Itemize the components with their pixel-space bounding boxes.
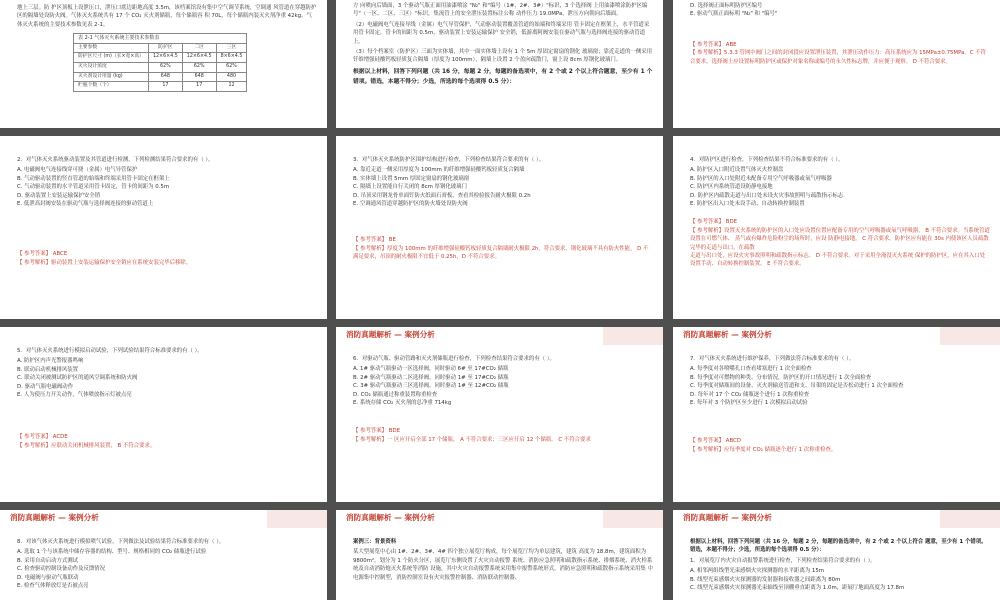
option-e: E. 每年对 3 个防护区至少进行 1 次模拟启动试验 [690, 400, 808, 407]
option-b: B. 联动启动机械排风装置 [17, 366, 79, 373]
option-a: A. 电磁阀电气连接线穿可挠（金属）电气导管保护 [17, 167, 138, 174]
option-a: A. 防护区内声光警报器鸣响 [17, 358, 84, 365]
option-b: B. 每季度对可燃物的种类、分布情况，防护区的开口情况进行 1 次全面检查 [690, 374, 872, 381]
option-a: A. 1# 驱动气瓶驱动一区选择阀，同时驱动 6# 至 17#CO₂ 储瓶 [353, 366, 509, 373]
slide-content [336, 0, 663, 128]
option-e: E. 系统存储 CO₂ 灭火剂的总净重 714kg [353, 400, 452, 407]
question-stem: 2．对气体灭火系统驱动装置及其管道进行检测，下列检测结果符合要求的有（ ）。 [17, 157, 214, 163]
option-d: D. 每年对 17 个 CO₂ 储瓶逐个进行 1 次称重检查 [690, 391, 810, 398]
option-b: B. 线型光束感烟火灾探测器的发射器和接收器之间距离为 80m [690, 576, 841, 583]
option-a: A. 每季度对各喷嘴孔口查看堵塞进行 1 次全面检查 [690, 366, 812, 373]
slide-content [673, 327, 1000, 502]
option-c: C. 气动驱动装置的水平管道采用管卡固定，管卡的间距为 0.5m [17, 184, 170, 191]
slide-thumbnail-9[interactable] [673, 327, 1000, 502]
slide-header: 消防真题解析 — 案例分析 [683, 330, 772, 339]
answer-block [690, 437, 990, 454]
option-c: C. 防护区内系统管道设防静电接地 [690, 184, 773, 191]
slide-content [0, 510, 327, 600]
option-c: C. 3# 驱动气瓶驱动三区选择阀，同时驱动 1# 至 12#CO₂ 储瓶 [353, 383, 509, 390]
slide-paragraph: （3）每个档案室（防护区）三面为实体墙，其中一面实体墙上设有 1 个 5m 厚固定窗扇的钢化 玻璃窗；靠近走道的一侧采用钎维增强硅酸钙板轻质复合隔墙（厚度为 100mm），隔墙上设置 2 个盈向疏散门，窗上设 8cm 厚钢化玻璃门。 [353, 49, 653, 64]
slide-thumbnail-4[interactable] [0, 136, 327, 319]
table-cell: 648 [182, 72, 216, 82]
slide-thumbnail-10[interactable] [0, 510, 327, 600]
answer-block [690, 41, 990, 66]
table-cell: 62% [148, 63, 182, 73]
answer-block [353, 427, 653, 444]
option-c: C. 线型光束感烟火灾探测器光束轴线至顶棚垂直距离为 1.0m，距展厅地面高度为 17.8m [690, 585, 905, 592]
slide-thumbnail-12[interactable] [673, 510, 1000, 600]
case-title: 案例三：背景资料 [353, 539, 397, 545]
table-header-cell: 三区 [216, 43, 247, 53]
slide-thumbnail-2[interactable] [336, 0, 663, 128]
slide-content [673, 510, 1000, 600]
answer-key: 【 参考答案】 BDE [353, 428, 401, 435]
option-c: C. 每季度对储瓶间的设备、灭火剂输送管道和支、吊架的固定是否松动进行 1 次全面检查 [690, 383, 904, 390]
case-background: 某大型展览中心由 1#、2#、3#、4# 四个独立展览厅构成，每个展览厅均为单层建筑，建筑 高度为 18.8m，建筑面积为 9800m²。划分为 1 个防火分区，展览厅东侧设置了火灾自动报警 系统、消防应急照明和疏散指示系统、排烟系统、消火栓系统及自动消防炮灭火系统等消防 设施，其中火灾自动报警系统采用集中报警系统形式，消防应急照明和疏散指示系统采用集 中电源集中控制型，消防控制室设有火灾报警控制器、消防联动控制器、 [353, 549, 653, 581]
slide-header: 消防真题解析 — 案例分析 [346, 330, 435, 339]
answer-key: 【 参考答案】 ABCD [690, 438, 741, 445]
option-a: A. 靠近走道一侧采用厚度为 100mm 的纤维增强硅酸钙板轻质复合隔墙 [353, 167, 525, 174]
option-d: D. CO₂ 储瓶通过称重装置称重检查 [353, 391, 438, 398]
option-e: E. 低泄高封阀安装在驱动气瓶与选择阀连接的驱动管道上 [17, 201, 154, 208]
table-cell: 灭火设计浓度 [74, 63, 149, 73]
slide-thumbnail-8[interactable] [336, 327, 663, 502]
table-row [74, 63, 247, 73]
slide-content [0, 136, 327, 319]
slide-content [673, 136, 1000, 319]
answer-key: 【 参考答案】 ACDE [17, 434, 68, 441]
slide-paragraph: 方 向喷向后墙面，3 个驱动气瓶正面用油漆喷涂 "N₂" 和"编号（1#、2#、3#）"标识，3 个选择阀 上用油漆喷涂防护区编号"（一区、二区、三区）"标识，集流管上的安全泄压装置标注公称 动作压力 19.0MPa，泄压方向朝向后墙面。 [353, 3, 648, 18]
question-stem: 7．对气体灭火系统进行维护保养，下列做法符合标准要求的有（ ）。 [690, 356, 855, 362]
answer-key: 【 参考答案】 BDE [690, 219, 738, 226]
answer-explanation: 【 参考解析】5.3.3 管网中阀门之间的封闭段应设置泄压装置，其泄压动作压力：高压系统应为 15MPa±0.75MPa。C 不符合要求，选择阀上应设置标明防护区或保护对象名称或编号的永久性标志牌，并应便于观察。 D 不符合要求。 [690, 50, 987, 65]
slide-paragraph: （2）电磁阀电气连接导线（金属）电气导管保护，气动驱动装置覆盖管道的始端和终端采用 管卡固定在框架上，水平管道采用管卡固定，管卡的间距为 0.5m，驱动装置上安装运输保护 安全销，低游离阿阀安装在驱动气瓶与选择阀连接的驱动管道上。 [353, 21, 650, 45]
table-cell: 防护区尺寸 (m)（长×宽×高） [74, 53, 149, 63]
answer-key: 【 参考答案】 BE [353, 237, 396, 244]
question-stem: 8．对该气体灭火系统进行模拟喷气试验，下列做法及试验结果符合标准要求的有（ ）。 [17, 539, 225, 545]
parameter-table [73, 33, 247, 92]
option-a: A. 选取 1 个与该系统中储存容器的结构、型号、规格相同的 CO₂ 储瓶进行试验 [17, 549, 207, 556]
table-cell: 8×6×4.5 [216, 53, 247, 63]
option-d: D. 防护区内疏散走道与出口处未设火灾事故照明与疏散指示标志 [690, 192, 844, 199]
table-header-cell: 防护区 [148, 43, 182, 53]
option-a: A. 相邻两组线型光束感烟火灾探测器的水平距离为 15m [690, 568, 825, 575]
slide-content [336, 136, 663, 319]
slide-content [0, 0, 327, 128]
table-cell: 12×6×4.5 [148, 53, 182, 63]
slide-paragraph: 地上三层。防 护区顶板上设泄压口，泄压口底边距地高度 3.5m，该档案馆设有集中空气调节系统，空调通 风管道在穿越防护区的隔墙处设防火阀。气体灭火系统共有 17 个 CO₂ 灭火剂储瓶，每个储瓶容 积 70L，每个储瓶内装灭火剂净重 42kg，气体灭火系统的主要技术参数见表 2-1。 [17, 5, 317, 28]
option-d: D. 吊顶采用钢龙骨单面钉防火纸面石膏板，查看其检验报告耐火极限 0.2h [353, 192, 531, 199]
option-d: D. 选择阀正面标明防护区编号 [690, 3, 763, 9]
table-row [74, 72, 247, 82]
table-row [74, 82, 247, 92]
option-c: C. 隔墙上设置能自行关闭的 8cm 厚钢化玻璃门 [353, 184, 467, 191]
question-stem: 6．对驱动气瓶、驱动管路和灭火剂储瓶进行检查，下列检查结果符合要求的有（ ）。 [353, 356, 555, 362]
table-cell: 12 [216, 82, 247, 92]
answer-block [17, 250, 317, 267]
slide-content [673, 0, 1000, 128]
table-cell: 62% [216, 63, 247, 73]
option-e: E. 人为使压力开关动作，气体喷放指示灯被点亮 [17, 392, 132, 399]
answer-key: 【 参考答案】 ABCE [17, 251, 68, 258]
answer-block [17, 433, 317, 450]
answer-explanation: 【 参考解析】设置灭火系统的防护区的入口处应设置位置应配备专用的空气呼吸器或氧气呼吸器。 B 不符合要求。当系统管道设置在可燃气体、 蒸气或有爆炸危险粉尘的场所时，应设 防静电接地。 C 符合要求。防护区应有能在 30s 内使该区人员疏散完毕的走道与出口。在疏散 [690, 227, 990, 251]
answer-explanation: 【 参考解析】驱动装置上安装运输保护安全销应在系统安装完毕后移除。 [17, 259, 192, 266]
answer-explanation-cont: 走道与出口处，应设火灾事故照明和疏散指示标志。 D 不符合要求。对于采用全淹没灭火系统 保护的防护区，应在其入口处设置手动、自动转换控制装置。 E 不符合要求。 [690, 253, 985, 268]
question-stem: 3．对气体灭火系统防护区围护结构进行检查，下列检查结果符合要求的有（ ）。 [353, 157, 545, 163]
answer-explanation: 【 参考解析】厚度为 100mm 的纤维增强硅酸钙板轻质复合隔墙耐火极限 2h，符合要求。钢化玻璃不具有防火性能， D 不满足要求，吊顶的耐火极限不宜低于 0.25h，D 不符合要求。 [353, 245, 649, 261]
answer-explanation: 【 参考解析】应联动关闭机械排风装置， B 不符合要求。 [17, 442, 156, 449]
table-cell: 灭火剂设计用量 (kg) [74, 72, 149, 82]
table-cell: 贮瓶个数（个） [74, 82, 149, 92]
slide-thumbnail-1[interactable] [0, 0, 327, 128]
option-b: B. 实体墙上设置 5mm 厚固定窗扇的钢化玻璃窗 [353, 175, 470, 182]
option-c: C. 联动关闭被测试防护区的通风空调系统和防火阀 [17, 375, 138, 382]
table-header-cell: 二区 [182, 43, 216, 53]
slide-content [336, 327, 663, 502]
table-cell: 648 [148, 72, 182, 82]
option-e: E. 防护区出入口处未设手动、自动转换控制装置 [690, 201, 805, 208]
answer-block [353, 236, 653, 261]
question-stem: 1．对展览厅内火灾自动报警系统进行检查，下列检查结果符合要求的有（ ）。 [690, 557, 876, 564]
slide-thumbnail-7[interactable] [0, 327, 327, 502]
option-b: B. 2# 驱动气瓶驱动二区选择阀，同时驱动 1# 至 17#CO₂ 储瓶 [353, 374, 509, 381]
slide-instruction: 根据以上材料，回答下列问题（共 16 分，每题 2 分，每题的备选项中，有 2 个或 2 个以上符合 题意，至少有 1 个错项。错选，本题不得分；少选，所选的每个选项得 0.5 分）： [690, 539, 987, 554]
table-cell: 480 [216, 72, 247, 82]
slide-thumbnail-5[interactable] [336, 136, 663, 319]
option-b: B. 采用自动启动方式测试 [17, 557, 79, 564]
option-b: B. 防护区的入口处附近未配备专用空气呼吸器或氧气呼吸器 [690, 175, 832, 182]
option-b: B. 气动驱动装置的竖直管道的始端和终端采用管卡固定在框架上 [17, 175, 170, 182]
slide-thumbnail-11[interactable] [336, 510, 663, 600]
answer-block [690, 218, 990, 268]
question-stem: 5．对气体灭火系统进行模拟启动试验，下列试验结果符合标准要求的有（ ）。 [17, 348, 203, 354]
table-caption: 表 2-1 气体灭火系统主要技术参数表 [74, 34, 247, 44]
answer-explanation: 【 参考解析】应每季度对 CO₂ 储瓶逐个进行 1 次称重检查。 [690, 446, 837, 453]
table-cell: 17 [148, 82, 182, 92]
table-cell: 17 [182, 82, 216, 92]
option-a: A. 防护区入口附近设置气体灭火控制盘 [690, 167, 784, 174]
slide-header: 消防真题解析 — 案例分析 [683, 513, 772, 522]
table-cell: 12×6×4.5 [182, 53, 216, 63]
option-d: D. 驱动装置上安装运输保护安全销 [17, 192, 101, 199]
option-e: E. 驱动气瓶正面标明 "N₂" 和 "编号" [690, 11, 778, 18]
option-c: C. 检查驱动控制设备动作及反馈情况 [17, 566, 106, 573]
option-e: E. 空调通风管道穿越防护区的防火墙处设防火阀 [353, 201, 468, 208]
slide-thumbnail-3[interactable] [673, 0, 1000, 128]
question-stem: 4．对防护区进行检查，下列检查结果不符合标准要求的有（ ）。 [690, 157, 844, 163]
option-e: E. 检查气体释放灯是否被点亮 [17, 583, 89, 590]
slide-content [336, 510, 663, 600]
slide-thumbnail-6[interactable] [673, 136, 1000, 319]
table-header-cell: 主要参数 [74, 43, 149, 53]
slide-header: 消防真题解析 — 案例分析 [10, 513, 99, 522]
slide-content [0, 327, 327, 502]
slide-instruction: 根据以上材料，回答下列问题（共 16 分，每题 2 分，每题的备选项中，有 2 个或 2 个以上符合题意，至少有 1 个错项。错选，本题不得分；少选，所选的每个选项得 0.5 分）： [353, 68, 653, 85]
table-cell: 62% [182, 63, 216, 73]
option-d: D. 电磁阀与驱动气瓶联动 [17, 574, 79, 581]
table-row [74, 53, 247, 63]
option-d: D. 驱动气瓶电磁阀动作 [17, 383, 74, 390]
slide-header: 消防真题解析 — 案例分析 [346, 513, 435, 522]
answer-key: 【 参考答案】 ABE [690, 41, 737, 48]
answer-explanation: 【 参考解析】一 区应开启全部 17 个储瓶， A 不符合要求；三区应开启 12 个储瓶。 C 不符合要求 [353, 436, 591, 443]
